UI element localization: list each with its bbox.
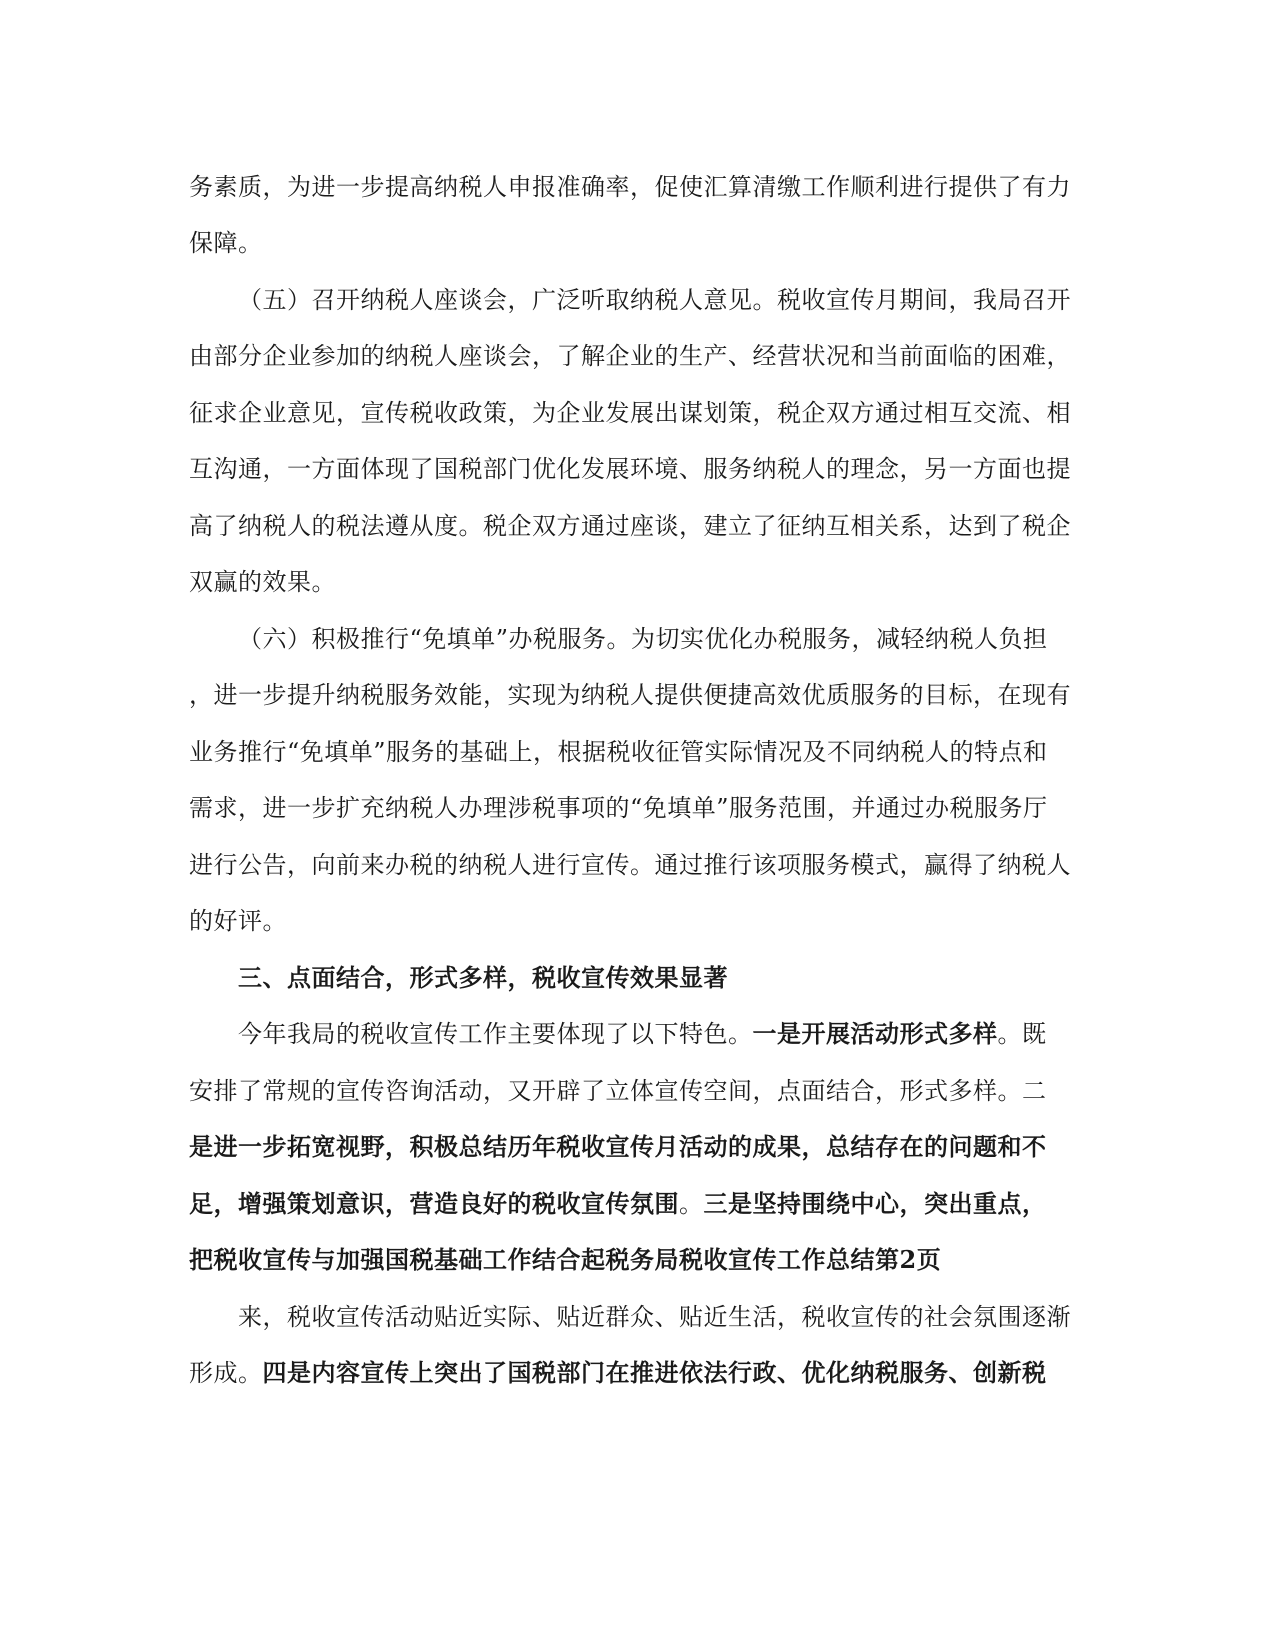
paragraph-line: 由部分企业参加的纳税人座谈会，了解企业的生产、经营状况和当前面临的困难， xyxy=(189,342,1071,370)
section-heading-six: （六）积极推行“免填单”办税服务。为切实优化办税服务，减轻纳税人负担 xyxy=(238,625,1048,653)
section-heading-five: （五）召开纳税人座谈会，广泛听取纳税人意见。税收宣传月期间，我局召开 xyxy=(238,286,1071,314)
bold-text-run: 足，增强策划意识，营造良好的税收宣传氛围 xyxy=(189,1189,679,1218)
paragraph-line: 业务推行“免填单”服务的基础上，根据税收征管实际情况及不同纳税人的特点和 xyxy=(189,738,1048,766)
bold-paragraph-line: 是进一步拓宽视野，积极总结历年税收宣传月活动的成果，总结存在的问题和不 xyxy=(189,1132,1047,1161)
text-run: 今年我局的税收宣传工作主要体现了以下特色。 xyxy=(238,1020,753,1048)
paragraph-line: 来，税收宣传活动贴近实际、贴近群众、贴近生活，税收宣传的社会氛围逐渐 xyxy=(238,1303,1071,1331)
paragraph-line: 务素质，为进一步提高纳税人申报准确率，促使汇算清缴工作顺利进行提供了有力 xyxy=(189,173,1071,201)
paragraph-line: 高了纳税人的税法遵从度。税企双方通过座谈，建立了征纳互相关系，达到了税企 xyxy=(189,512,1071,540)
chapter-heading: 三、点面结合，形式多样，税收宣传效果显著 xyxy=(238,963,728,992)
paragraph-line: 保障。 xyxy=(189,229,263,257)
bold-text-run: 三是坚持围绕中心，突出重点， xyxy=(703,1189,1047,1218)
text-run: 。 xyxy=(679,1190,704,1218)
paragraph-line: 互沟通，一方面体现了国税部门优化发展环境、服务纳税人的理念，另一方面也提 xyxy=(189,455,1071,483)
paragraph-line: ，进一步提升纳税服务效能，实现为纳税人提供便捷高效优质服务的目标，在现有 xyxy=(189,681,1071,709)
paragraph-line xyxy=(189,1189,1047,1219)
paragraph-line xyxy=(238,1019,1047,1049)
bold-paragraph-line: 把税收宣传与加强国税基础工作结合起税务局税收宣传工作总结第2页 xyxy=(189,1245,942,1274)
bold-text-run: 一是开展活动形式多样 xyxy=(752,1019,998,1048)
paragraph-line xyxy=(189,1358,1047,1388)
text-run: 。既 xyxy=(997,1020,1047,1048)
bold-text-run: 四是内容宣传上突出了国税部门在推进依法行政、优化纳税服务、创新税 xyxy=(262,1358,1047,1387)
paragraph-line: 的好评。 xyxy=(189,907,287,935)
paragraph-line: 安排了常规的宣传咨询活动，又开辟了立体宣传空间，点面结合，形式多样。二 xyxy=(189,1077,1047,1105)
text-run: 形成。 xyxy=(189,1359,263,1387)
paragraph-line: 需求，进一步扩充纳税人办理涉税事项的“免填单”服务范围，并通过办税服务厅 xyxy=(189,794,1048,822)
paragraph-line: 进行公告，向前来办税的纳税人进行宣传。通过推行该项服务模式，赢得了纳税人 xyxy=(189,851,1071,879)
paragraph-line: 征求企业意见，宣传税收政策，为企业发展出谋划策，税企双方通过相互交流、相 xyxy=(189,399,1071,427)
paragraph-line: 双赢的效果。 xyxy=(189,568,336,596)
